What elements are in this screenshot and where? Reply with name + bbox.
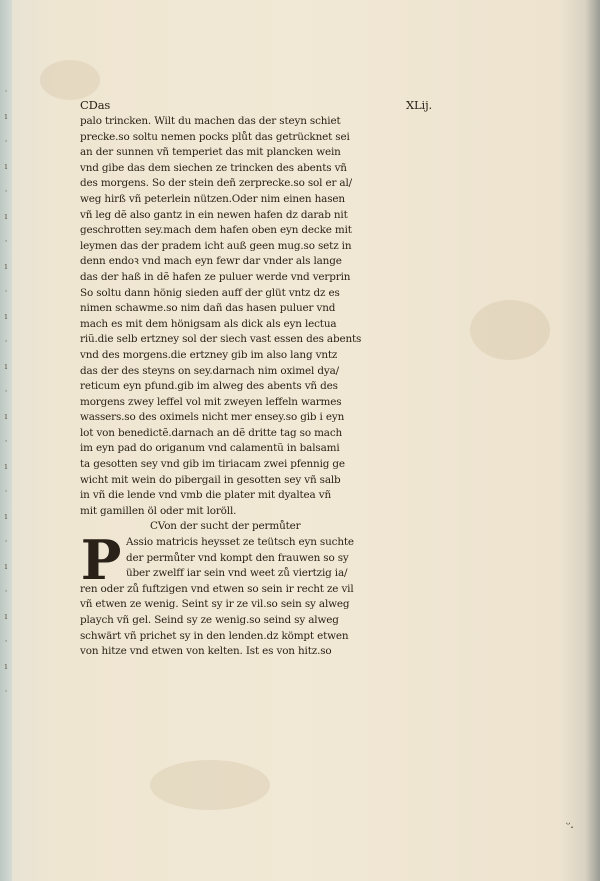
text-line: nimen schawme.so nim dañ das hasen puluer vnd [80, 302, 336, 315]
text-line: leymen das der pradem icht auß geen mug.so setz in [80, 239, 352, 252]
text-line: riũ.die selb ertzney sol der siech vast essen des abents [80, 333, 362, 346]
text-line: weg hirß vñ peterlein nützen.Oder nim einen hasen [80, 192, 345, 205]
header-section-mark: CDas [80, 98, 111, 112]
text-line: morgens zwey leffel vol mit zweyen leffeln warmes [80, 395, 342, 408]
corner-mark: ᵕ. [566, 818, 574, 831]
text-line: mit gamillen öl oder mit loröll. [80, 504, 237, 517]
text-line: reticum eyn pfund.gib im alweg des abents vñ des [80, 380, 338, 393]
text-line: Assio matricis heysset ze teütsch eyn suchte [126, 536, 354, 549]
text-line: ta gesotten sey vnd gib im tiriacam zwei pfennig ge [80, 458, 345, 471]
text-line: So soltu dann hönig sieden auff der glüt vntz dz es [80, 286, 340, 299]
text-line: das der haß in dẽ hafen ze puluer werde vnd verprin [80, 270, 351, 283]
text-line: der permůter vnd kompt den frauwen so sy [126, 551, 349, 564]
text-line: vnd gibe das dem siechen ze trincken des abents vñ [80, 161, 347, 174]
paper-stain [470, 300, 550, 360]
text-line: wassers.so des oximels nicht mer ensey.so gib i eyn [80, 411, 345, 424]
text-line: das der des steyns on sey.darnach nim oximel dya/ [80, 364, 339, 377]
text-line: palo trincken. Wilt du machen das der steyn schiet [80, 115, 341, 127]
text-line: an der sunnen vñ temperiet das mit plancken wein [80, 146, 341, 159]
text-line: schwärt vñ prichet sy in den lenden.dz kömpt etwen [80, 629, 349, 642]
page-edge-shadow [586, 0, 600, 881]
text-line: vñ etwen ze wenig. Seint sy ir ze vil.so sein sy alweg [80, 598, 350, 611]
chapter-heading: CVon der sucht der permůter [150, 520, 301, 533]
text-line: von hitze vnd etwen von kelten. Ist es von hitz.so [80, 645, 332, 658]
text-line: wicht mit wein do pibergail in gesotten sey vñ salb [80, 473, 341, 486]
decorated-initial: P [80, 528, 122, 593]
text-line: des morgens. So der stein deñ zerprecke.so sol er al/ [80, 177, 352, 190]
running-header [80, 97, 432, 114]
paper-stain [150, 760, 270, 810]
folio-number: XLij. [406, 98, 432, 112]
text-line: lot von benedictẽ.darnach an dẽ dritte tag so mach [80, 426, 343, 439]
text-line: vñ leg dẽ also gantz in ein newen hafen dz darab nit [80, 208, 348, 221]
text-line: denn endoꝛ vnd mach eyn fewr dar vnder als lange [80, 255, 342, 268]
text-line: über zwelff iar sein vnd weet zů viertzig ia/ [126, 567, 348, 580]
text-line: vnd des morgens.die ertzney gib im also lang vntz [80, 348, 338, 361]
text-line: mach es mit dem hönigsam als dick als eyn lectua [80, 317, 337, 330]
bleed-through-marks: · ı · ı · ı · ı · ı · ı · ı · ı · ı · ı · ı · ı · [4, 87, 8, 697]
paper-stain [40, 60, 100, 100]
text-line: ren oder zů fuftzigen vnd etwen so sein ir recht ze vil [80, 582, 354, 595]
text-line: in vñ die lende vnd vmb die plater mit dyaltea vñ [80, 489, 331, 502]
text-line: im eyn pad do origanum vnd calamentũ in balsami [80, 442, 340, 455]
text-line: geschrotten sey.mach dem hafen oben eyn decke mit [80, 224, 352, 237]
text-line: precke.so soltu nemen pocks plůt das getrücknet sei [80, 130, 350, 143]
printed-text-block [80, 97, 432, 660]
text-line: playch vñ gel. Seind sy ze wenig.so seind sy alweg [80, 614, 339, 626]
